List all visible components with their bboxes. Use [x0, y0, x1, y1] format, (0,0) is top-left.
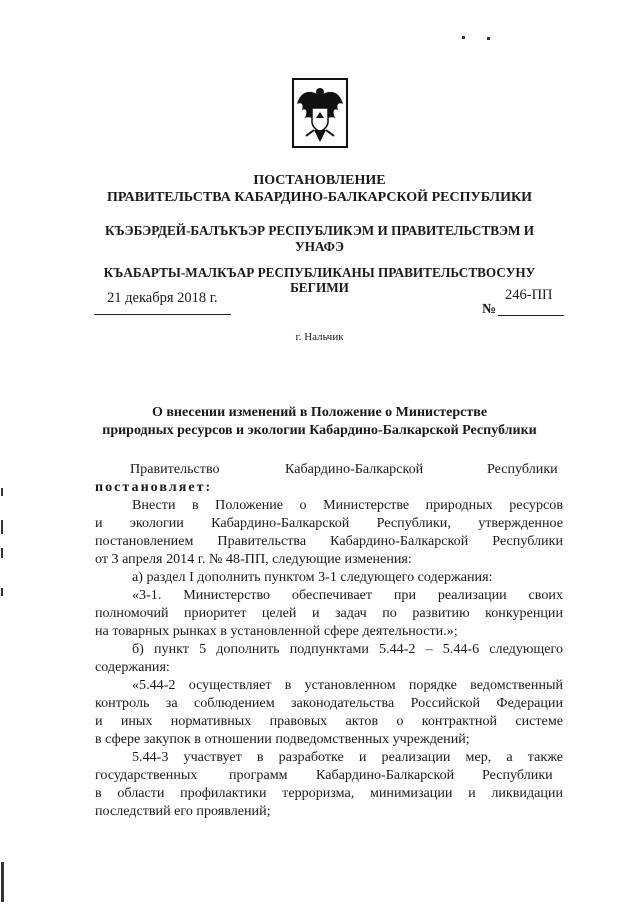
header-kabardian-line-2: УНАФЭ [295, 239, 344, 254]
date-underline [94, 314, 231, 315]
body-line-4: и экологии Кабардино-Балкарской Республики, утвержденное [95, 515, 563, 531]
city: г. Нальчик [295, 331, 344, 343]
number-sign: № [482, 302, 497, 317]
p1-word-3: Республики [487, 461, 558, 477]
document-number: 246-ПП [505, 287, 553, 303]
header-balkar-line-2: БЕГИМИ [290, 280, 349, 295]
body-line-20: последствий его проявлений; [95, 803, 271, 819]
body-line-6: от 3 апреля 2014 г. № 48-ПП, следующие изменения: [95, 551, 412, 567]
header-line-2: ПРАВИТЕЛЬСТВА КАБАРДИНО-БАЛКАРСКОЙ РЕСПУБЛИКИ [106, 190, 533, 205]
q3-word-4: Республики [482, 767, 553, 783]
header-kabardian-line-1: КЪЭБЭРДЕЙ-БАЛЪКЪЭР РЕСПУБЛИКЭМ И ПРАВИТЕЛЬСТВЭМ И [104, 223, 534, 238]
body-line-11: б) пункт 5 дополнить подпунктами 5.44-2 – 5.44-6 следующего [132, 641, 563, 657]
body-line-16: в сфере закупок в отношении подведомственных учреждений; [95, 731, 470, 747]
body-line-7: а) раздел I дополнить пунктом 3-1 следующего содержания: [132, 569, 493, 585]
body-line-19: в области профилактики терроризма, минимизации и ликвидации [95, 785, 563, 801]
body-line-5: постановлением Правительства Кабардино-Балкарской Республики [95, 533, 563, 549]
title-line-2: природных ресурсов и экологии Кабардино-Балкарской Республики [102, 423, 537, 438]
header-line-1: ПОСТАНОВЛЕНИЕ [253, 173, 386, 188]
p1-word-2: Кабардино-Балкарской [285, 461, 424, 477]
q3-word-3: Кабардино-Балкарской [316, 767, 455, 783]
coat-of-arms-emblem [292, 78, 348, 148]
q3-word-1: государственных [95, 767, 198, 783]
body-line-12: содержания: [95, 659, 170, 675]
q3-word-2: программ [229, 767, 288, 783]
document-date: 21 декабря 2018 г. [107, 290, 218, 306]
body-line-2: постановляет: [95, 479, 213, 495]
header-balkar-line-1: КЪАБАРТЫ-МАЛКЪАР РЕСПУБЛИКАНЫ ПРАВИТЕЛЬСТВОСУНУ [103, 265, 536, 280]
body-line-13: «5.44-2 осуществляет в установленном порядке ведомственный [132, 677, 563, 693]
body-line-8: «3-1. Министерство обеспечивает при реализации своих [132, 587, 563, 603]
body-line-14: контроль за соблюдением законодательства Российской Федерации [95, 695, 563, 711]
body-line-3: Внести в Положение о Министерстве природных ресурсов [132, 497, 563, 513]
title-line-1: О внесении изменений в Положение о Министерстве [151, 405, 488, 420]
number-underline [498, 315, 564, 316]
body-line-10: на товарных рынках в установленной сфере деятельности.»; [95, 623, 458, 639]
body-line-17: 5.44-3 участвует в разработке и реализации мер, а также [132, 749, 563, 765]
body-line-15: и иных нормативных правовых актов о контрактной системе [95, 713, 563, 729]
body-line-9: полномочий приоритет целей и задач по развитию конкуренции [95, 605, 563, 621]
p1-word-1: Правительство [130, 461, 220, 477]
